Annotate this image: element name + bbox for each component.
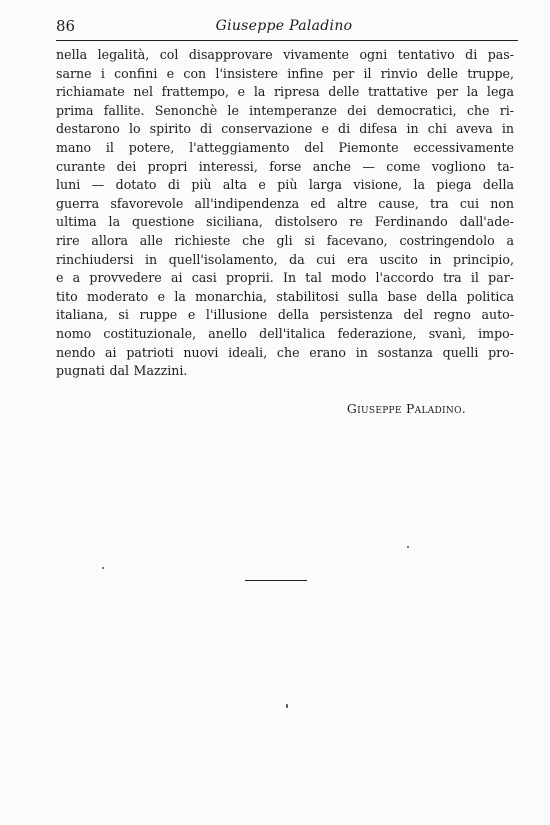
- page-header: [56, 15, 512, 37]
- text-line: ultima la questione siciliana, distolsero re Ferdinando dall'ade-: [56, 214, 514, 230]
- body-paragraph: [56, 46, 514, 381]
- text-line: prima fallite. Senonchè le intemperanze dei democratici, che ri-: [56, 102, 514, 118]
- text-line: guerra sfavorevole all'indipendenza ed altre cause, tra cui non: [56, 195, 514, 211]
- text-line: destarono lo spirito di conservazione e di difesa in chi aveva in: [56, 121, 514, 137]
- text-line: luni — dotato di più alta e più larga visione, la piega della: [56, 177, 514, 193]
- text-line: curante dei propri interessi, forse anche — come vogliono ta-: [56, 158, 514, 174]
- text-line: rinchiudersi in quell'isolamento, da cui era uscito in principio,: [56, 251, 514, 267]
- text-line: e a provvedere ai casi proprii. In tal modo l'accordo tra il par-: [56, 270, 514, 286]
- print-speck: [407, 546, 409, 548]
- text-line: richiamate nel frattempo, e la ripresa delle trattative per la lega: [56, 84, 514, 100]
- print-speck: [286, 704, 288, 708]
- page-number: 86: [56, 17, 76, 35]
- text-line: italiana, si ruppe e l'illusione della persistenza del regno auto-: [56, 307, 514, 323]
- text-line: tito moderato e la monarchia, stabilitosi sulla base della politica: [56, 288, 514, 304]
- text-line: nendo ai patrioti nuovi ideali, che erano in sostanza quelli pro-: [56, 344, 514, 360]
- text-line: nella legalità, col disapprovare vivamente ogni tentativo di pas-: [56, 47, 514, 62]
- text-line: rire allora alle richieste che gli si facevano, costringendolo a: [56, 232, 514, 248]
- text-line: mano il potere, l'atteggiamento del Piemonte eccessivamente: [56, 139, 514, 155]
- author-signature: Giuseppe Paladino.: [346, 401, 466, 416]
- closing-rule: [245, 580, 307, 581]
- running-title: Giuseppe Paladino: [215, 18, 353, 34]
- text-line: pugnati dal Mazzini.: [56, 363, 188, 379]
- text-line: nomo costituzionale, anello dell'italica federazione, svanì, impo-: [56, 325, 514, 341]
- print-speck: [102, 567, 104, 569]
- header-rule: [56, 40, 518, 41]
- text-line: sarne i confini e con l'insistere infine per il rinvio delle truppe,: [56, 65, 514, 81]
